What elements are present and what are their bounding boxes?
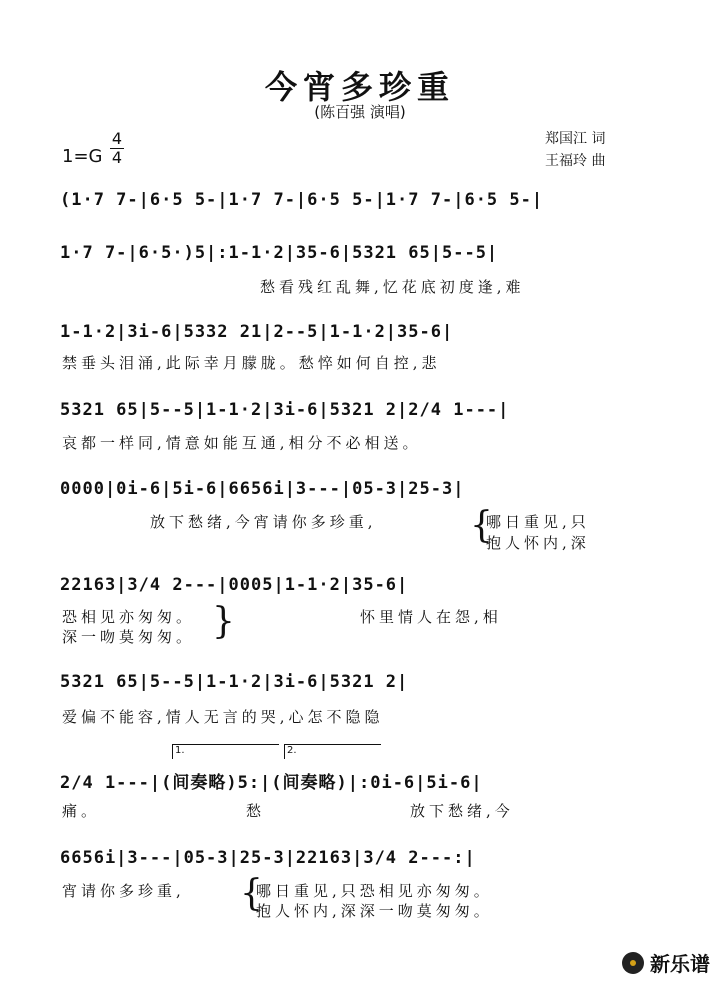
notation-line: 6656i|3---|05-3|25-3|22163|3/4 2---:| <box>60 848 476 868</box>
lyric-line: 怀里情人在怨,相 <box>360 608 502 626</box>
lyric-line: 禁垂头泪涌,此际幸月朦胧。愁悴如何自控,悲 <box>62 354 441 372</box>
lyric-line-verse-2: 深一吻莫匆匆。 <box>62 628 196 646</box>
verse-brace: { <box>240 873 263 914</box>
lyric-line-verse-1: 哪日重见,只恐相见亦匆匆。 <box>256 882 493 900</box>
watermark-text: 新乐谱 <box>650 952 710 976</box>
verse-brace: { <box>470 505 493 546</box>
lyric-line-verse-2: 抱人怀内,深 <box>486 534 590 552</box>
verse-brace: } <box>212 601 235 642</box>
notation-line: (1·7 7-|6·5 5-|1·7 7-|6·5 5-|1·7 7-|6·5 5-| <box>60 190 544 210</box>
notation-line: 5321 65|5--5|1-1·2|3i-6|5321 2|2/4 1---| <box>60 400 510 420</box>
volta-second-ending: 2. <box>284 744 381 759</box>
vinyl-disc-icon <box>622 952 644 974</box>
lyric-line: 宵请你多珍重, <box>62 882 185 900</box>
key-signature: 1=G <box>62 146 103 167</box>
lyric-line-verse-1: 哪日重见,只 <box>486 513 590 531</box>
lyric-line-verse-1: 恐相见亦匆匆。 <box>62 608 196 626</box>
lyric-line-verse-2: 抱人怀内,深深一吻莫匆匆。 <box>256 902 493 920</box>
notation-line: 0000|0i-6|5i-6|6656i|3---|05-3|25-3| <box>60 479 465 499</box>
time-signature-top: 4 <box>111 129 123 148</box>
time-signature-bottom: 4 <box>111 148 123 167</box>
lyric-line: 放下愁绪,今宵请你多珍重, <box>150 513 377 531</box>
notation-line: 1-1·2|3i-6|5332 21|2--5|1-1·2|35-6| <box>60 322 454 342</box>
song-title: 今宵多珍重 <box>264 68 455 106</box>
lyric-line: 愁 <box>246 802 266 820</box>
notation-line: 1·7 7-|6·5·)5|:1-1·2|35-6|5321 65|5--5| <box>60 243 499 263</box>
performer-note: (陈百强 演唱) <box>314 103 406 121</box>
lyric-line: 痛。 <box>62 802 101 820</box>
notation-line: 2/4 1---|(间奏略)5:|(间奏略)|:0i-6|5i-6| <box>60 773 483 793</box>
lyric-line: 哀都一样同,情意如能互通,相分不必相送。 <box>62 434 422 452</box>
volta-first-ending: 1. <box>172 744 279 759</box>
notation-line: 22163|3/4 2---|0005|1-1·2|35-6| <box>60 575 409 595</box>
lyric-line: 爱偏不能容,情人无言的哭,心怎不隐隐 <box>62 708 384 726</box>
composer-credit: 王福玲 曲 <box>545 153 606 169</box>
site-watermark <box>622 948 710 977</box>
notation-line: 5321 65|5--5|1-1·2|3i-6|5321 2| <box>60 672 409 692</box>
lyric-line: 愁看残红乱舞,忆花底初度逢,难 <box>260 278 525 296</box>
time-signature <box>110 130 124 167</box>
lyricist-credit: 郑国江 词 <box>545 131 606 147</box>
lyric-line: 放下愁绪,今 <box>410 802 514 820</box>
